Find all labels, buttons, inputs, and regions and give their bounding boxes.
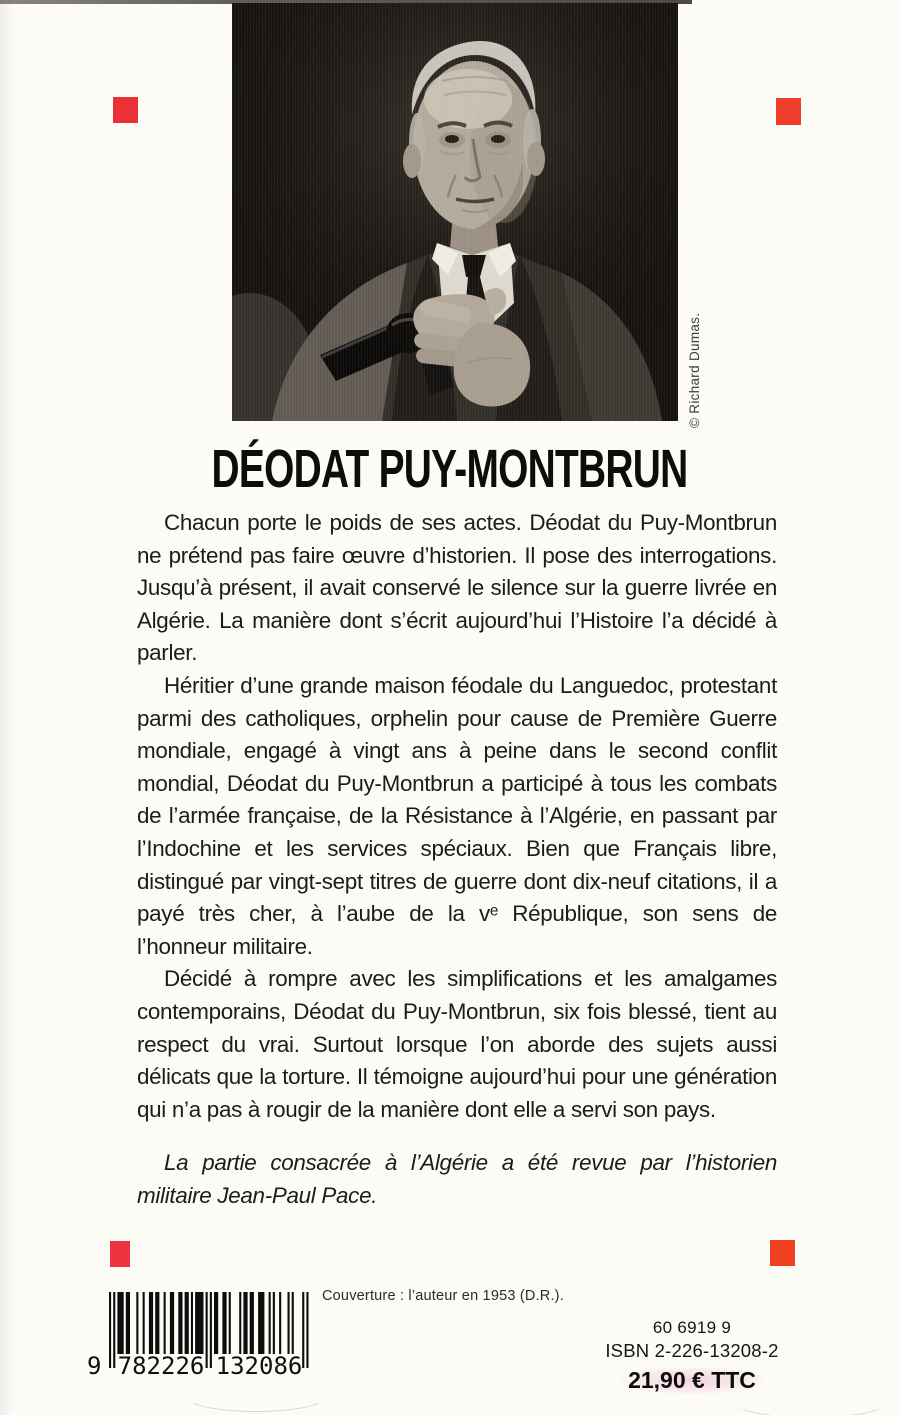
author-name-text: DÉODAT PUY-MONTBRUN — [211, 439, 688, 499]
barcode-digits-group2: 132086 — [215, 1352, 303, 1380]
photo-credit: © Richard Dumas. — [687, 312, 702, 428]
barcode — [87, 1292, 313, 1392]
blurb-paragraph-3: Décidé à rompre avec les simplifications et les amalgames contemporains, Déodat du Puy-Montbrun, six fois blessé, tient au respect du vrai. Surtout lorsque l’on aborde des sujets aussi délicats que la torture. Il témoigne aujourd’hui pour une génération qui n’a pas à rougir de la manière dont elle a servi son pays. — [137, 966, 777, 1122]
publisher-info-block — [596, 1318, 788, 1395]
scan-artifact-arc — [735, 1388, 887, 1415]
scan-artifact-arc — [185, 1380, 327, 1412]
author-name-title — [0, 439, 899, 499]
blurb-paragraph-1: Chacun porte le poids de ses actes. Déodat du Puy-Montbrun ne prétend pas faire œuvre d’historien. Il pose des interrogations. Jusqu’à présent, il avait conservé le silence sur la guerre livrée en Algérie. La manière dont s’écrit aujourd’hui l’Histoire l’a décidé à parler. — [137, 510, 777, 666]
blurb-note-italic: La partie consacrée à l’Algérie a été revue par l’historien militaire Jean-Paul Pace. — [137, 1150, 777, 1208]
barcode-digits-group1: 782226 — [117, 1352, 205, 1380]
author-photo — [232, 3, 678, 421]
red-square-top-right — [776, 98, 801, 125]
barcode-digit-prefix: 9 — [87, 1352, 102, 1380]
price — [596, 1366, 788, 1395]
cover-credit-note: Couverture : l’auteur en 1953 (D.R.). — [322, 1288, 564, 1304]
blurb-paragraph-2: Héritier d’une grande maison féodale du Languedoc, protestant parmi des catholiques, orphelin pour cause de Première Guerre mondiale, engagé à vingt ans à peine dans le second conflit mondial, Déodat du Puy-Montbrun a participé à tous les combats de l’armée française, de la Résistance à l’Algérie, en passant par l’Indochine et les services spéciaux. Bien que Français libre, distingué par vingt-sept titres de guerre dont dix-neuf citations, il a payé très cher, à l’aube de la vᵉ République, son sens de l’honneur militaire. — [137, 672, 777, 959]
red-square-bottom-right — [770, 1240, 795, 1266]
red-square-top-left — [113, 97, 138, 123]
isbn: ISBN 2-226-13208-2 — [605, 1340, 779, 1361]
back-cover-blurb — [137, 507, 777, 1212]
price-text: 21,90 € TTC — [618, 1366, 766, 1395]
red-square-bottom-left — [110, 1241, 130, 1267]
product-code: 60 6919 9 — [652, 1318, 732, 1337]
